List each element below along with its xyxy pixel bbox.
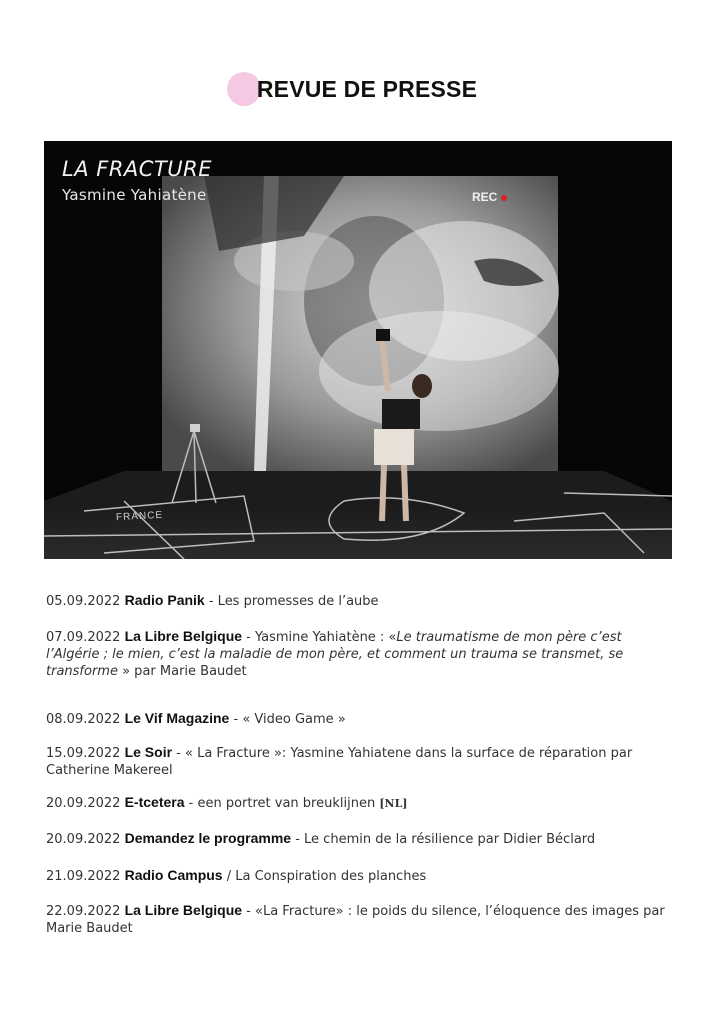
press-entry	[46, 592, 676, 610]
entry-source[interactable]: Demandez le programme	[124, 830, 292, 846]
entry-source[interactable]: Radio Campus	[124, 867, 223, 883]
entry-text: - Le chemin de la résilience par Didier Béclard	[291, 832, 596, 847]
entry-text: - Les promesses de l’aube	[204, 594, 379, 609]
language-tag: [NL]	[379, 797, 408, 810]
floor-label: FRANCE	[115, 509, 164, 524]
entry-date: 07.09.2022	[46, 630, 121, 645]
press-entry	[46, 628, 676, 680]
press-entry	[46, 710, 676, 728]
entry-date: 21.09.2022	[46, 869, 121, 884]
entry-text: - « Video Game »	[229, 712, 346, 727]
entry-source[interactable]: E-tcetera	[124, 794, 185, 810]
entry-source[interactable]: Le Soir	[124, 744, 173, 760]
rec-indicator	[472, 190, 507, 204]
press-entry	[46, 902, 676, 937]
entry-text: - «La Fracture» : le poids du silence, l’éloquence des images par Marie Baudet	[46, 904, 665, 936]
entry-text: - Yasmine Yahiatène : «	[242, 630, 397, 645]
press-entry	[46, 744, 676, 779]
press-entry	[46, 830, 676, 848]
entry-date: 05.09.2022	[46, 594, 121, 609]
entry-quote: Le traumatisme de mon père c’est l’Algérie ; le mien, c’est la maladie de mon père, et comment un trauma se transmet, se transforme	[46, 630, 624, 679]
entry-date: 20.09.2022	[46, 796, 121, 811]
photo-title: LA FRACTURE	[62, 157, 212, 181]
entry-date: 08.09.2022	[46, 712, 121, 727]
photo-author: Yasmine Yahiatène	[62, 186, 207, 204]
entry-date: 15.09.2022	[46, 746, 121, 761]
entry-source[interactable]: La Libre Belgique	[124, 902, 243, 918]
press-entry	[46, 867, 676, 885]
entry-text: / La Conspiration des planches	[222, 869, 427, 884]
entry-date: 22.09.2022	[46, 904, 121, 919]
rec-dot-icon	[501, 195, 507, 201]
header	[0, 72, 724, 106]
show-photo	[44, 141, 672, 559]
entry-date: 20.09.2022	[46, 832, 121, 847]
entry-source[interactable]: Le Vif Magazine	[124, 710, 230, 726]
entry-source[interactable]: La Libre Belgique	[124, 628, 243, 644]
page-title: REVUE DE PRESSE	[256, 76, 478, 102]
entry-source[interactable]: Radio Panik	[124, 592, 205, 608]
press-entry	[46, 794, 676, 812]
entry-text: - een portret van breuklijnen	[184, 796, 380, 811]
entry-text: - « La Fracture »: Yasmine Yahiatene dans la surface de réparation par Catherine Makereel	[46, 746, 633, 778]
rec-label: REC	[472, 190, 498, 204]
entry-text-suffix: » par Marie Baudet	[117, 664, 247, 679]
